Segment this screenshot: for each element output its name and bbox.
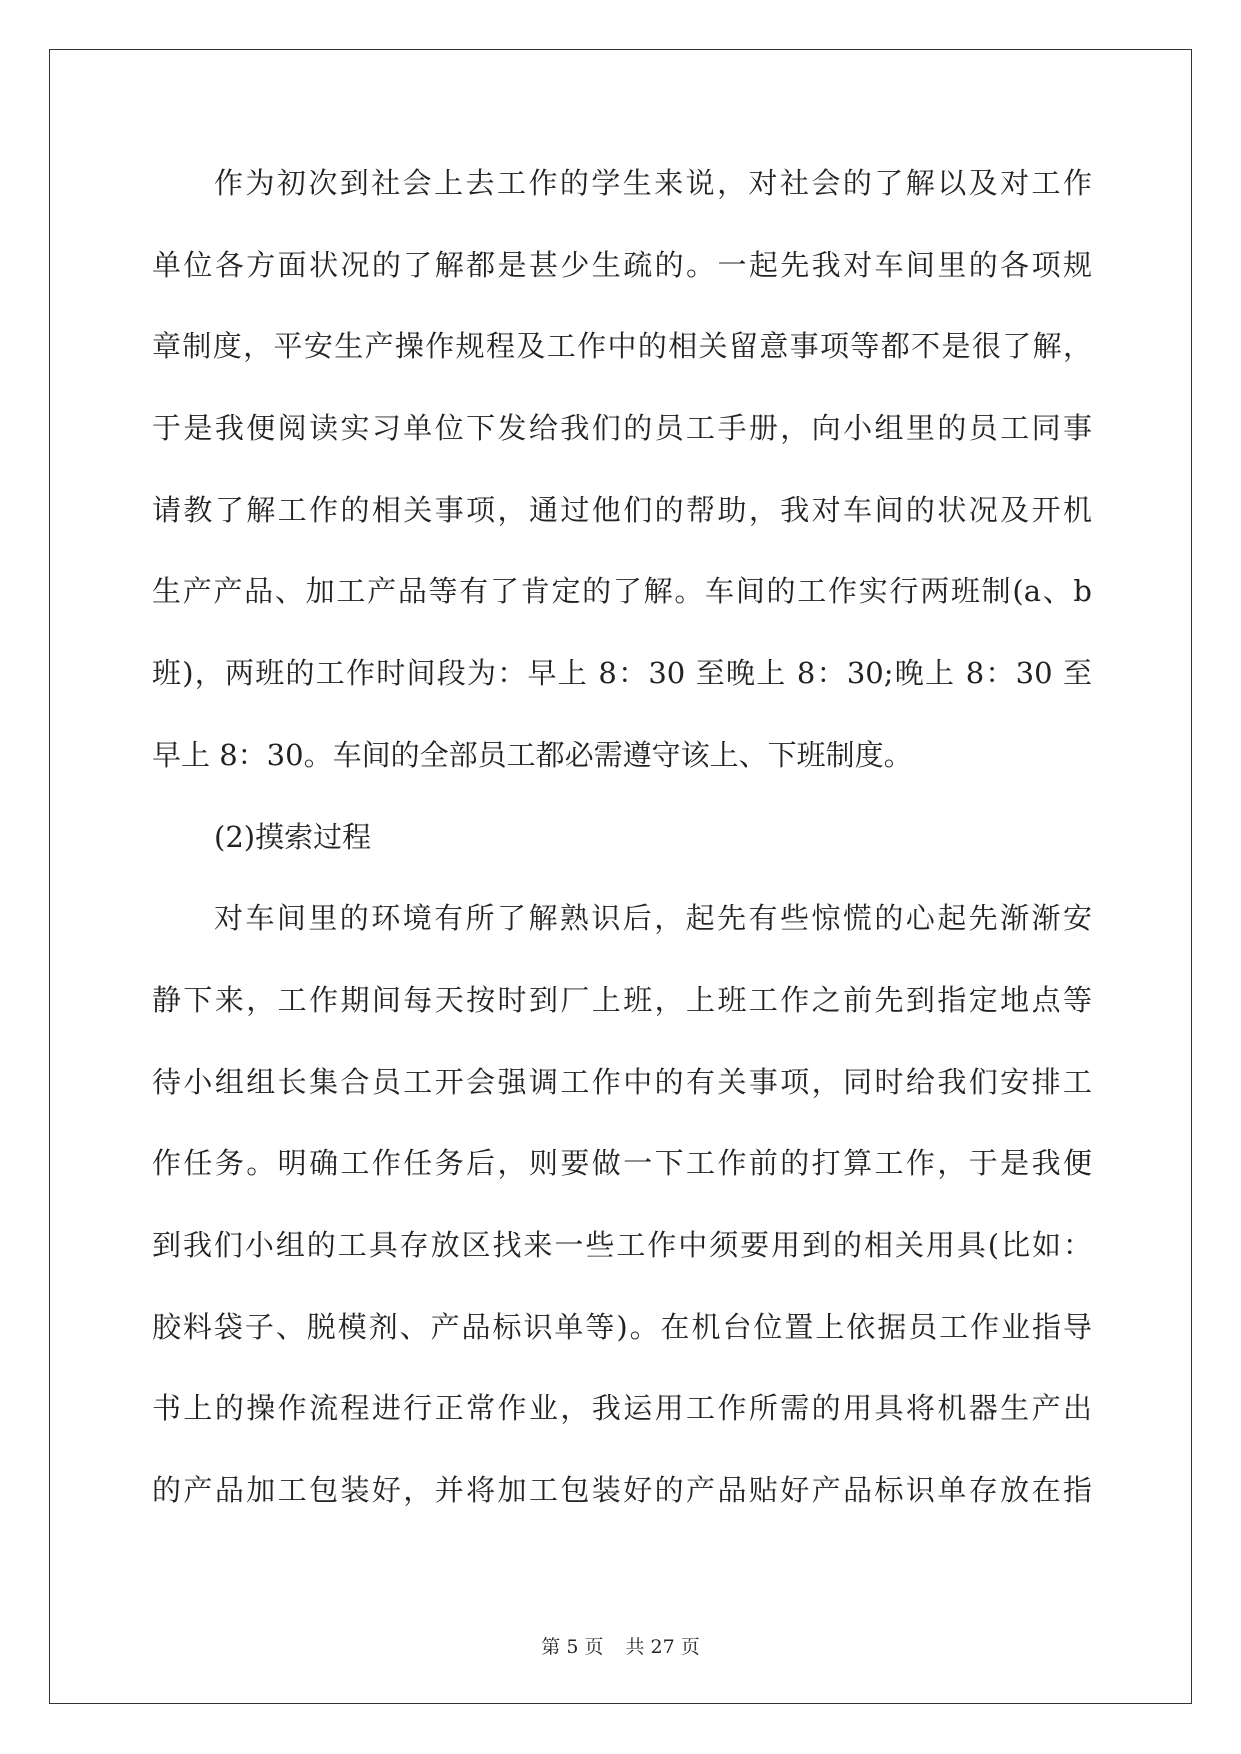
paragraph-line: 生产产品、加工产品等有了肯定的了解。车间的工作实行两班制(a、b bbox=[152, 574, 1092, 609]
paragraph-line: 待小组组长集合员工开会强调工作中的有关事项，同时给我们安排工 bbox=[152, 1064, 1092, 1099]
page-number: 第 5 页 bbox=[541, 1636, 604, 1658]
paragraph-line: 作任务。明确工作任务后，则要做一下工作前的打算工作，于是我便 bbox=[152, 1146, 1092, 1181]
paragraph-line: 胶料袋子、脱模剂、产品标识单等)。在机台位置上依据员工作业指导 bbox=[152, 1309, 1092, 1344]
document-body bbox=[152, 158, 1092, 1547]
paragraph-line: 请教了解工作的相关事项，通过他们的帮助，我对车间的状况及开机 bbox=[152, 492, 1092, 527]
paragraph-line: 到我们小组的工具存放区找来一些工作中须要用到的相关用具(比如： bbox=[152, 1227, 1092, 1262]
paragraph-line: 班)，两班的工作时间段为：早上 8：30 至晚上 8：30;晚上 8：30 至 bbox=[152, 656, 1092, 691]
paragraph-line: 于是我便阅读实习单位下发给我们的员工手册，向小组里的员工同事 bbox=[152, 411, 1092, 446]
paragraph-line: 对车间里的环境有所了解熟识后，起先有些惊慌的心起先渐渐安 bbox=[214, 901, 1092, 936]
paragraph-line: 的产品加工包装好，并将加工包装好的产品贴好产品标识单存放在指 bbox=[152, 1473, 1092, 1507]
paragraph-line: 章制度，平安生产操作规程及工作中的相关留意事项等都不是很了解， bbox=[152, 329, 1092, 364]
page-footer bbox=[0, 1632, 1241, 1659]
paragraph-line: 作为初次到社会上去工作的学生来说，对社会的了解以及对工作 bbox=[214, 166, 1092, 200]
paragraph-line: 单位各方面状况的了解都是甚少生疏的。一起先我对车间里的各项规 bbox=[152, 247, 1092, 282]
page-total: 共 27 页 bbox=[625, 1636, 700, 1658]
paragraph-line: 静下来，工作期间每天按时到厂上班，上班工作之前先到指定地点等 bbox=[152, 982, 1092, 1017]
paragraph-line: 早上 8：30。车间的全部员工都必需遵守该上、下班制度。 bbox=[152, 737, 913, 772]
paragraph-line: 书上的操作流程进行正常作业，我运用工作所需的用具将机器生产出 bbox=[152, 1391, 1092, 1426]
section-heading: (2)摸索过程 bbox=[214, 819, 372, 854]
